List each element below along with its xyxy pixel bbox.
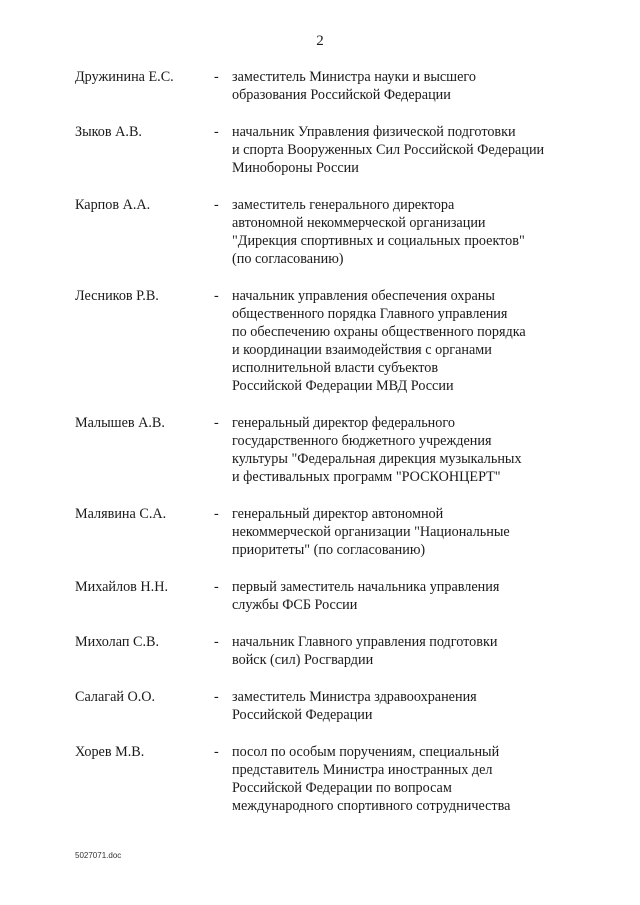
position-line: войск (сил) Росгвардии [232, 652, 374, 668]
separator-dash: - [214, 579, 219, 595]
position-line: первый заместитель начальника управления [232, 579, 500, 595]
position-line: культуры "Федеральная дирекция музыкальных [232, 451, 522, 467]
member-entry [0, 578, 640, 614]
page-number: 2 [316, 33, 324, 49]
member-position [232, 68, 592, 104]
separator-dash: - [214, 415, 219, 431]
position-line: начальник управления обеспечения охраны [232, 288, 495, 304]
member-entry [0, 688, 640, 724]
separator-dash: - [214, 634, 219, 650]
member-name: Зыков А.В. [75, 124, 142, 140]
member-position [232, 123, 592, 177]
separator-dash: - [214, 744, 219, 760]
separator-dash: - [214, 124, 219, 140]
separator-dash: - [214, 506, 219, 522]
member-name: Михолап С.В. [75, 634, 160, 650]
member-position [232, 633, 592, 669]
member-name: Малявина С.А. [75, 506, 167, 522]
member-name: Михайлов Н.Н. [75, 579, 169, 595]
member-entry [0, 743, 640, 815]
member-name: Малышев А.В. [75, 415, 165, 431]
member-position [232, 414, 592, 486]
position-line: Минобороны России [232, 160, 359, 176]
member-position [232, 196, 592, 268]
position-line: заместитель генерального директора [232, 197, 455, 213]
position-line: генеральный директор автономной [232, 506, 444, 522]
position-line: заместитель Министра науки и высшего [232, 69, 476, 85]
member-position [232, 688, 592, 724]
member-entry [0, 414, 640, 486]
position-line: международного спортивного сотрудничества [232, 798, 511, 814]
position-line: некоммерческой организации "Национальные [232, 524, 510, 540]
member-name: Лесников Р.В. [75, 288, 159, 304]
position-line: заместитель Министра здравоохранения [232, 689, 477, 705]
position-line: и координации взаимодействия с органами [232, 342, 492, 358]
position-line: общественного порядка Главного управления [232, 306, 508, 322]
position-line: по обеспечению охраны общественного порядка [232, 324, 526, 340]
position-line: приоритеты" (по согласованию) [232, 542, 426, 558]
member-entry [0, 505, 640, 559]
separator-dash: - [214, 288, 219, 304]
member-entry [0, 68, 640, 104]
footer-filename: 5027071.doc [75, 851, 122, 860]
position-line: "Дирекция спортивных и социальных проектов" [232, 233, 525, 249]
member-entry [0, 196, 640, 268]
member-name: Дружинина Е.С. [75, 69, 174, 85]
position-line: начальник Главного управления подготовки [232, 634, 498, 650]
position-line: (по согласованию) [232, 251, 344, 267]
position-line: генеральный директор федерального [232, 415, 455, 431]
separator-dash: - [214, 69, 219, 85]
position-line: образования Российской Федерации [232, 87, 451, 103]
member-name: Хорев М.В. [75, 744, 145, 760]
position-line: автономной некоммерческой организации [232, 215, 486, 231]
member-name: Салагай О.О. [75, 689, 156, 705]
position-line: службы ФСБ России [232, 597, 358, 613]
position-line: исполнительной власти субъектов [232, 360, 439, 376]
position-line: и фестивальных программ "РОСКОНЦЕРТ" [232, 469, 501, 485]
member-entry [0, 287, 640, 395]
member-entry [0, 633, 640, 669]
member-list [0, 68, 640, 815]
position-line: государственного бюджетного учреждения [232, 433, 492, 449]
member-position [232, 578, 592, 614]
position-line: представитель Министра иностранных дел [232, 762, 493, 778]
position-line: и спорта Вооруженных Сил Российской Федерации [232, 142, 545, 158]
member-position [232, 287, 592, 395]
member-position [232, 505, 592, 559]
position-line: Российской Федерации МВД России [232, 378, 454, 394]
position-line: посол по особым поручениям, специальный [232, 744, 500, 760]
member-name: Карпов А.А. [75, 197, 151, 213]
position-line: Российской Федерации [232, 707, 373, 723]
position-line: начальник Управления физической подготовки [232, 124, 516, 140]
separator-dash: - [214, 689, 219, 705]
member-position [232, 743, 592, 815]
position-line: Российской Федерации по вопросам [232, 780, 452, 796]
separator-dash: - [214, 197, 219, 213]
member-entry [0, 123, 640, 177]
